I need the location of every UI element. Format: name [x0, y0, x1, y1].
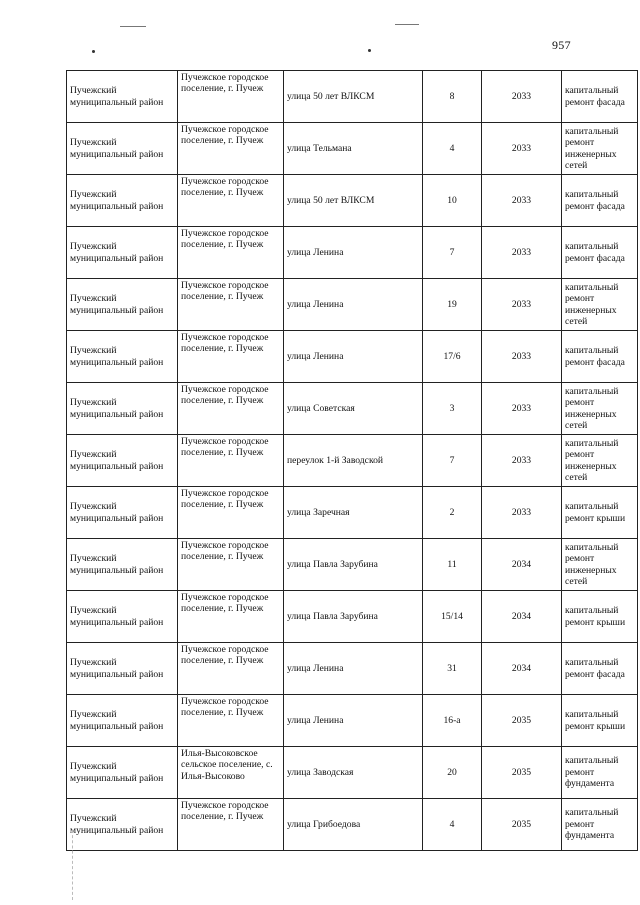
- work-type-cell: капитальный ремонт фасада: [562, 227, 638, 279]
- district-cell: Пучежский муниципальный район: [67, 175, 178, 227]
- street-cell: улица Ленина: [284, 695, 423, 747]
- table-row: [67, 591, 638, 643]
- repair-schedule-table: [66, 70, 638, 851]
- table-row: [67, 331, 638, 383]
- scan-artifact-line: [120, 26, 146, 27]
- table-row: [67, 435, 638, 487]
- street-cell: улица Советская: [284, 383, 423, 435]
- settlement-cell: Пучежское городское поселение, г. Пучеж: [178, 71, 284, 123]
- house-number-cell: 10: [423, 175, 482, 227]
- page-number: 957: [552, 38, 571, 52]
- settlement-cell: Пучежское городское поселение, г. Пучеж: [178, 175, 284, 227]
- house-number-cell: 31: [423, 643, 482, 695]
- settlement-cell: Пучежское городское поселение, г. Пучеж: [178, 539, 284, 591]
- house-number-cell: 15/14: [423, 591, 482, 643]
- year-cell: 2033: [482, 123, 562, 175]
- street-cell: улица Ленина: [284, 227, 423, 279]
- house-number-cell: 17/6: [423, 331, 482, 383]
- table-row: [67, 71, 638, 123]
- street-cell: улица Грибоедова: [284, 799, 423, 851]
- settlement-cell: Пучежское городское поселение, г. Пучеж: [178, 799, 284, 851]
- work-type-cell: капитальный ремонт фасада: [562, 331, 638, 383]
- work-type-cell: капитальный ремонт крыши: [562, 487, 638, 539]
- table-row: [67, 279, 638, 331]
- work-type-cell: капитальный ремонт инженерных сетей: [562, 383, 638, 435]
- table-row: [67, 175, 638, 227]
- district-cell: Пучежский муниципальный район: [67, 695, 178, 747]
- settlement-cell: Илья-Высоковское сельское поселение, с. Илья-Высоково: [178, 747, 284, 799]
- table-row: [67, 643, 638, 695]
- district-cell: Пучежский муниципальный район: [67, 799, 178, 851]
- district-cell: Пучежский муниципальный район: [67, 279, 178, 331]
- settlement-cell: Пучежское городское поселение, г. Пучеж: [178, 279, 284, 331]
- district-cell: Пучежский муниципальный район: [67, 487, 178, 539]
- settlement-cell: Пучежское городское поселение, г. Пучеж: [178, 331, 284, 383]
- work-type-cell: капитальный ремонт фундамента: [562, 799, 638, 851]
- district-cell: Пучежский муниципальный район: [67, 643, 178, 695]
- year-cell: 2035: [482, 695, 562, 747]
- street-cell: улица 50 лет ВЛКСМ: [284, 71, 423, 123]
- street-cell: улица Ленина: [284, 279, 423, 331]
- scan-artifact-dot: [92, 50, 95, 53]
- settlement-cell: Пучежское городское поселение, г. Пучеж: [178, 227, 284, 279]
- settlement-cell: Пучежское городское поселение, г. Пучеж: [178, 123, 284, 175]
- scan-margin-line: [72, 830, 73, 900]
- table-row: [67, 227, 638, 279]
- street-cell: улица Ленина: [284, 331, 423, 383]
- district-cell: Пучежский муниципальный район: [67, 591, 178, 643]
- settlement-cell: Пучежское городское поселение, г. Пучеж: [178, 487, 284, 539]
- year-cell: 2033: [482, 175, 562, 227]
- house-number-cell: 11: [423, 539, 482, 591]
- scan-artifact-dot: [368, 49, 371, 52]
- district-cell: Пучежский муниципальный район: [67, 123, 178, 175]
- table-row: [67, 799, 638, 851]
- table-row: [67, 383, 638, 435]
- work-type-cell: капитальный ремонт фасада: [562, 175, 638, 227]
- table-row: [67, 695, 638, 747]
- settlement-cell: Пучежское городское поселение, г. Пучеж: [178, 643, 284, 695]
- street-cell: улица Павла Зарубина: [284, 539, 423, 591]
- year-cell: 2034: [482, 539, 562, 591]
- work-type-cell: капитальный ремонт фасада: [562, 643, 638, 695]
- house-number-cell: 20: [423, 747, 482, 799]
- district-cell: Пучежский муниципальный район: [67, 383, 178, 435]
- district-cell: Пучежский муниципальный район: [67, 539, 178, 591]
- house-number-cell: 19: [423, 279, 482, 331]
- year-cell: 2033: [482, 71, 562, 123]
- house-number-cell: 4: [423, 799, 482, 851]
- district-cell: Пучежский муниципальный район: [67, 227, 178, 279]
- work-type-cell: капитальный ремонт крыши: [562, 591, 638, 643]
- district-cell: Пучежский муниципальный район: [67, 71, 178, 123]
- year-cell: 2033: [482, 331, 562, 383]
- year-cell: 2034: [482, 643, 562, 695]
- house-number-cell: 2: [423, 487, 482, 539]
- table-row: [67, 539, 638, 591]
- year-cell: 2033: [482, 227, 562, 279]
- district-cell: Пучежский муниципальный район: [67, 331, 178, 383]
- year-cell: 2033: [482, 487, 562, 539]
- year-cell: 2033: [482, 279, 562, 331]
- year-cell: 2033: [482, 383, 562, 435]
- street-cell: улица Тельмана: [284, 123, 423, 175]
- street-cell: переулок 1-й Заводской: [284, 435, 423, 487]
- settlement-cell: Пучежское городское поселение, г. Пучеж: [178, 591, 284, 643]
- year-cell: 2033: [482, 435, 562, 487]
- year-cell: 2034: [482, 591, 562, 643]
- table-row: [67, 123, 638, 175]
- house-number-cell: 4: [423, 123, 482, 175]
- district-cell: Пучежский муниципальный район: [67, 747, 178, 799]
- work-type-cell: капитальный ремонт инженерных сетей: [562, 435, 638, 487]
- work-type-cell: капитальный ремонт инженерных сетей: [562, 279, 638, 331]
- street-cell: улица Ленина: [284, 643, 423, 695]
- street-cell: улица 50 лет ВЛКСМ: [284, 175, 423, 227]
- house-number-cell: 7: [423, 227, 482, 279]
- settlement-cell: Пучежское городское поселение, г. Пучеж: [178, 435, 284, 487]
- work-type-cell: капитальный ремонт крыши: [562, 695, 638, 747]
- house-number-cell: 3: [423, 383, 482, 435]
- street-cell: улица Заречная: [284, 487, 423, 539]
- house-number-cell: 7: [423, 435, 482, 487]
- district-cell: Пучежский муниципальный район: [67, 435, 178, 487]
- street-cell: улица Павла Зарубина: [284, 591, 423, 643]
- house-number-cell: 16-а: [423, 695, 482, 747]
- work-type-cell: капитальный ремонт фасада: [562, 71, 638, 123]
- table-row: [67, 747, 638, 799]
- scan-artifact-line: [395, 24, 419, 25]
- work-type-cell: капитальный ремонт фундамента: [562, 747, 638, 799]
- year-cell: 2035: [482, 799, 562, 851]
- street-cell: улица Заводская: [284, 747, 423, 799]
- work-type-cell: капитальный ремонт инженерных сетей: [562, 123, 638, 175]
- table-row: [67, 487, 638, 539]
- settlement-cell: Пучежское городское поселение, г. Пучеж: [178, 383, 284, 435]
- house-number-cell: 8: [423, 71, 482, 123]
- year-cell: 2035: [482, 747, 562, 799]
- work-type-cell: капитальный ремонт инженерных сетей: [562, 539, 638, 591]
- settlement-cell: Пучежское городское поселение, г. Пучеж: [178, 695, 284, 747]
